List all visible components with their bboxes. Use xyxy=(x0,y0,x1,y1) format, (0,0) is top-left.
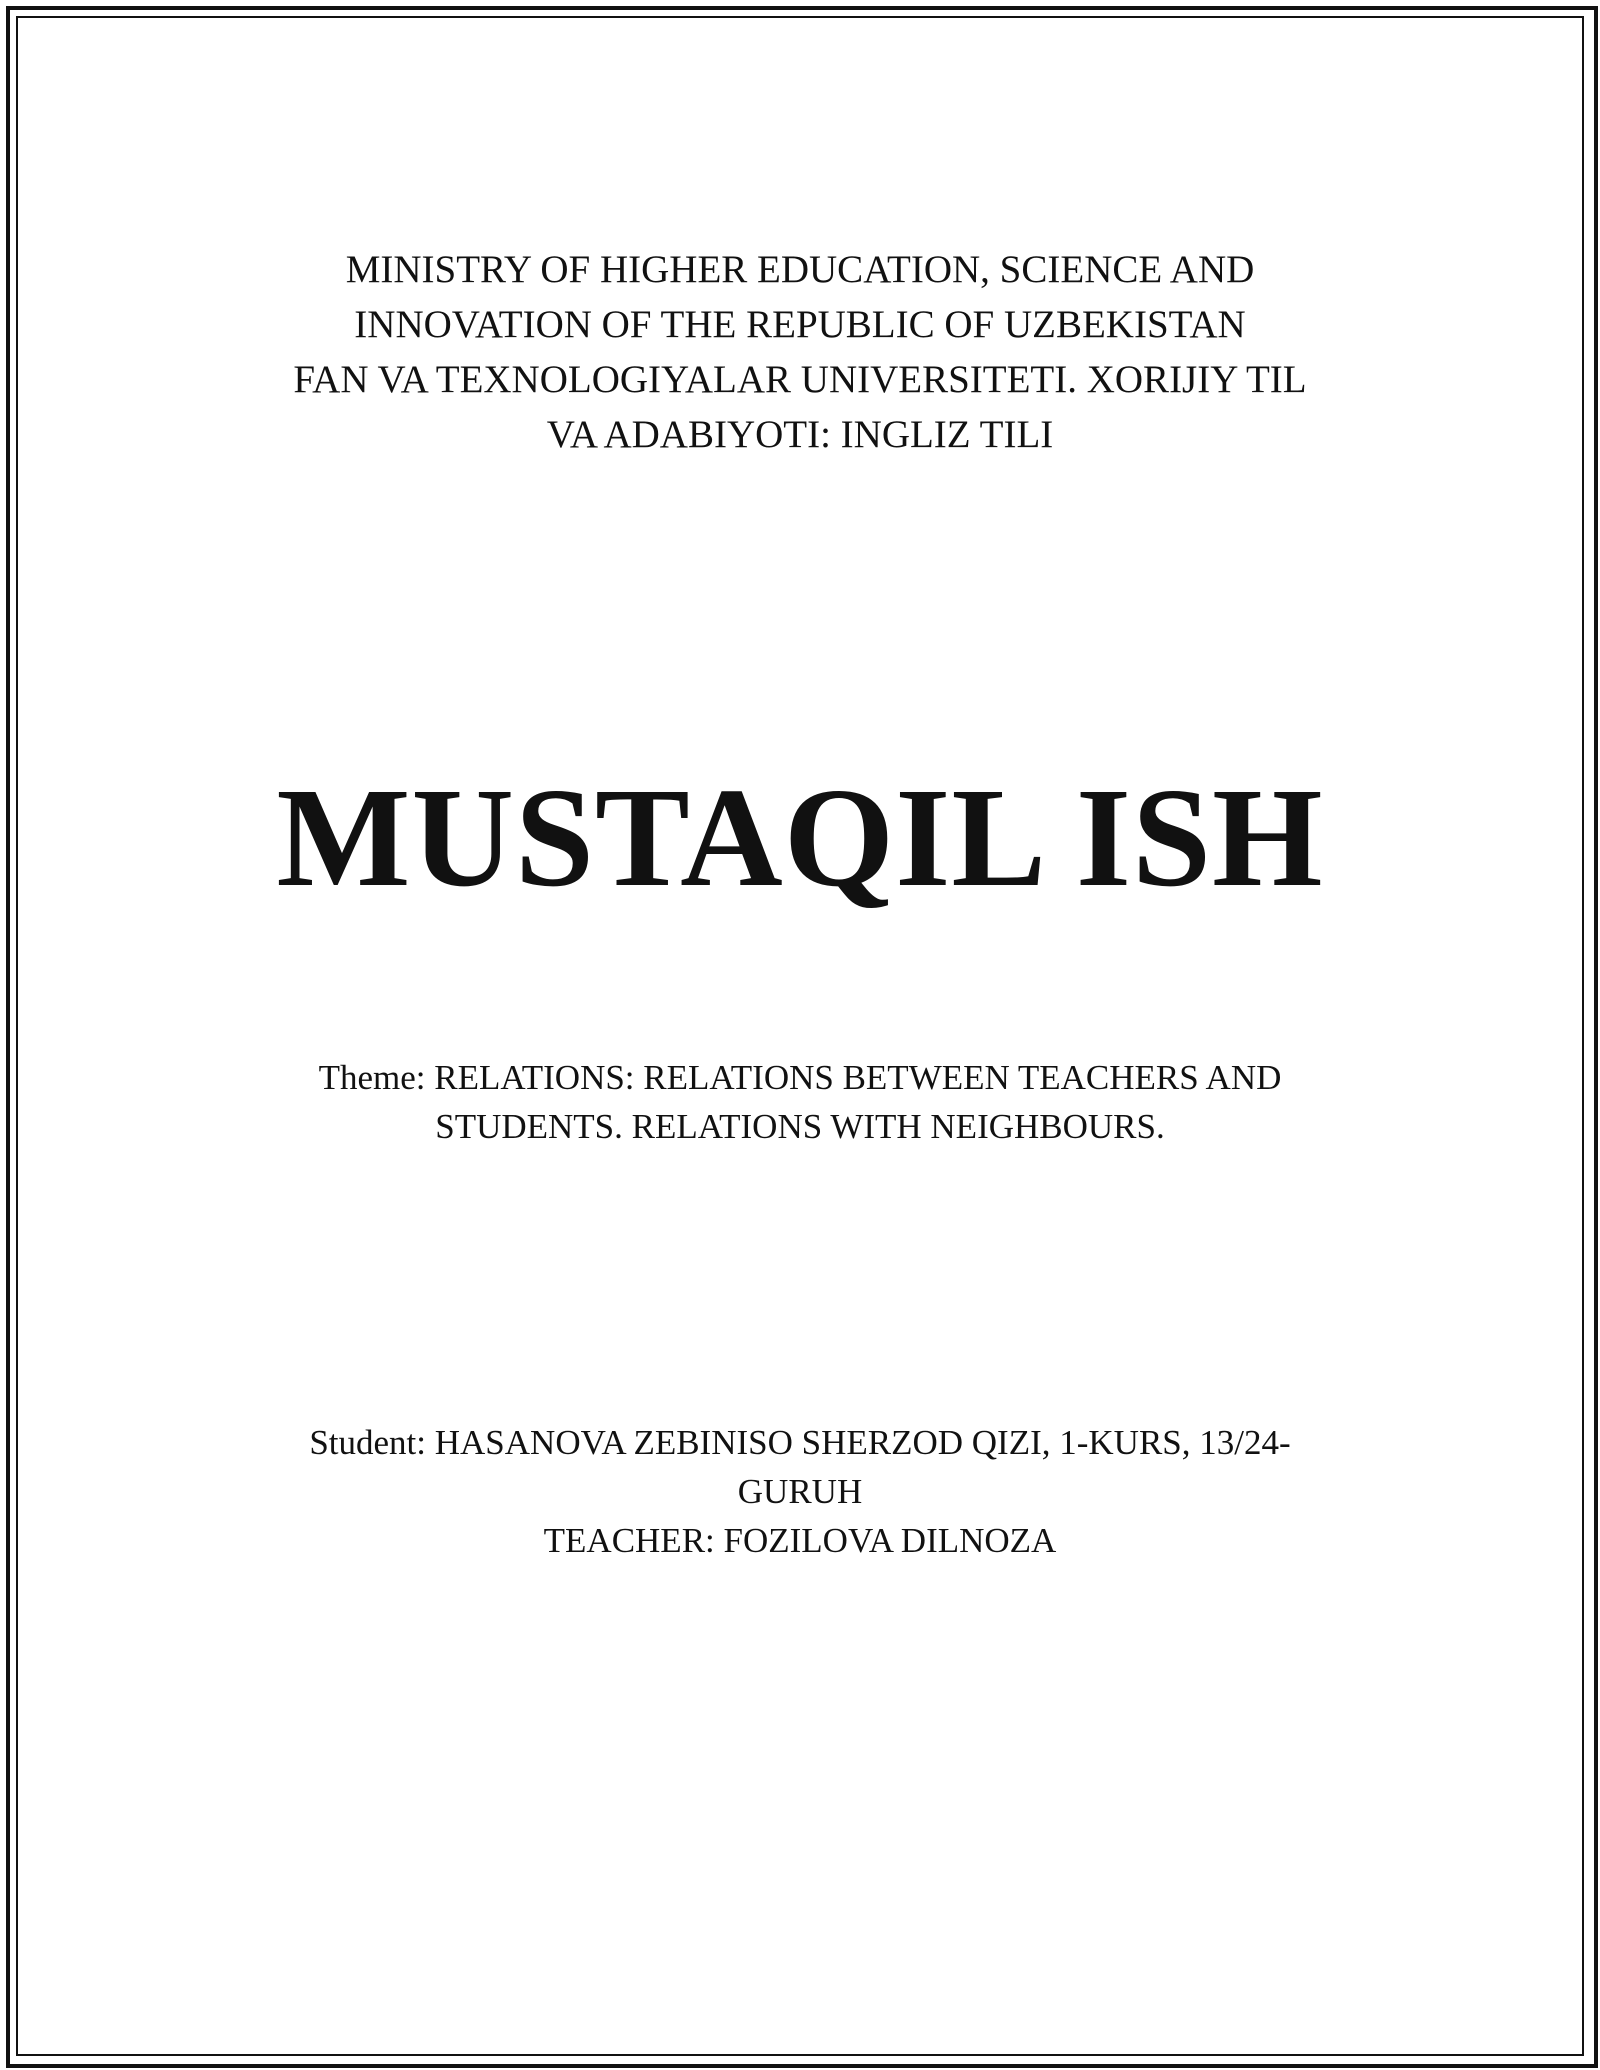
theme-section xyxy=(0,1053,1600,1151)
institution-header xyxy=(0,242,1600,462)
theme-line: STUDENTS. RELATIONS WITH NEIGHBOURS. xyxy=(435,1107,1165,1146)
header-line: VA ADABIYOTI: INGLIZ TILI xyxy=(546,413,1054,456)
header-line: FAN VA TEXNOLOGIYALAR UNIVERSITETI. XORIJIY TIL xyxy=(293,358,1307,401)
header-line: INNOVATION OF THE REPUBLIC OF UZBEKISTAN xyxy=(354,303,1246,346)
student-line: Student: HASANOVA ZEBINISO SHERZOD QIZI, 1-KURS, 13/24- xyxy=(309,1423,1291,1462)
document-title: MUSTAQIL ISH xyxy=(276,758,1324,916)
teacher-line: TEACHER: FOZILOVA DILNOZA xyxy=(543,1521,1057,1560)
author-section xyxy=(0,1418,1600,1565)
student-line: GURUH xyxy=(737,1472,863,1511)
header-line: MINISTRY OF HIGHER EDUCATION, SCIENCE AND xyxy=(345,248,1255,291)
theme-line: Theme: RELATIONS: RELATIONS BETWEEN TEACHERS AND xyxy=(318,1058,1282,1097)
